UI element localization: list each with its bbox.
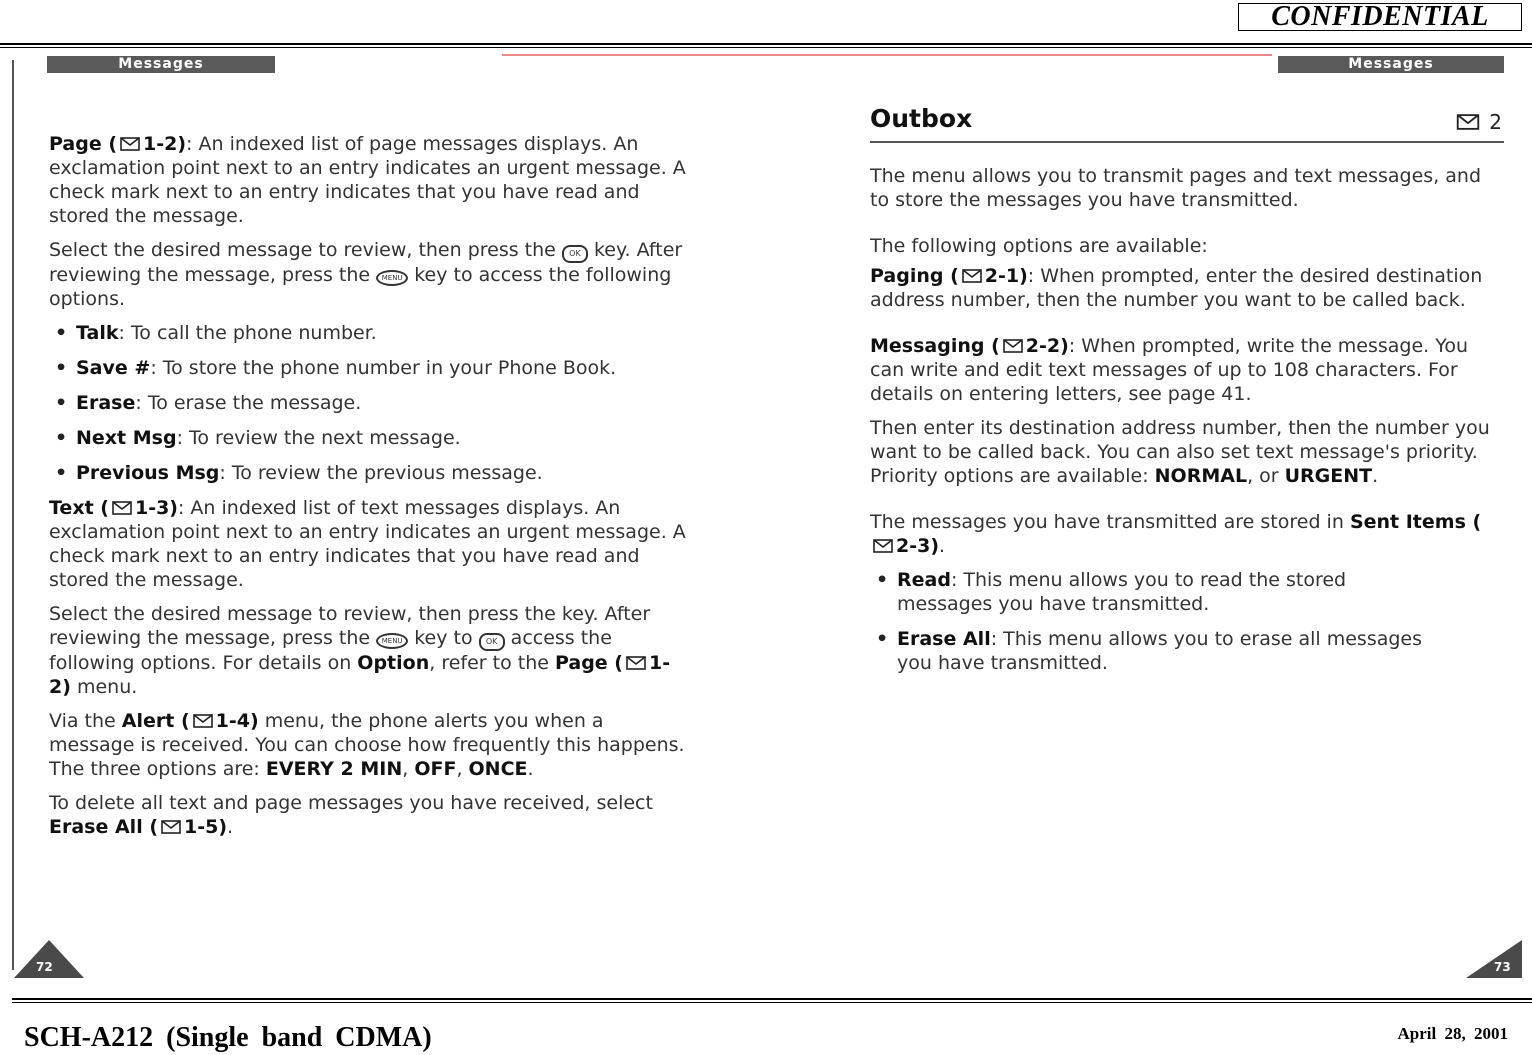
outbox-title: Outbox xyxy=(870,104,973,133)
footer-rule xyxy=(12,998,1532,1000)
ok-key-icon: OK xyxy=(479,633,505,651)
paging-para: Paging ( 2-1): When prompted, enter the desired destination address number, then the number you want to be called back. xyxy=(870,265,1483,311)
menu-key-icon: MENU xyxy=(376,633,408,649)
alert-para: Via the Alert ( 1-4) menu, the phone alerts you when a message is received. You can choose how frequently this happens. The three options are: EVERY 2 MIN, OFF, ONCE. xyxy=(49,710,685,780)
envelope-icon xyxy=(962,269,982,283)
envelope-icon xyxy=(626,656,646,670)
delete-para: To delete all text and page messages you have received, select Erase All ( 1-5). xyxy=(49,792,653,838)
options-intro: The following options are available: xyxy=(870,235,1208,257)
then-para: Then enter its destination address number, then the number you want to be called back. You can also set text message's priority. Priority options are available: NORMAL, or URGENT. xyxy=(870,417,1490,487)
sent-para: The messages you have transmitted are stored in Sent Items ( 2-3). xyxy=(870,511,1482,557)
envelope-icon xyxy=(1003,339,1023,353)
ok-key-icon: OK xyxy=(562,245,588,263)
left-section-tab: Messages xyxy=(47,56,275,73)
top-red-line xyxy=(502,54,1272,56)
left-page-number: 72 xyxy=(36,960,53,974)
header-rule xyxy=(0,43,1532,45)
page-intro-para xyxy=(49,132,689,228)
right-section-tab: Messages xyxy=(1278,56,1504,73)
envelope-icon xyxy=(120,137,140,151)
select-para: Select the desired message to review, then press the OK key. After reviewing the message, press the MENU key to access the following options. xyxy=(49,239,683,310)
select-para-2: Select the desired message to review, then press the key. After reviewing the message, press the MENU key to OK access the following options. For details on Option, refer to the Page ( 1-2) menu. xyxy=(49,603,671,698)
outbox-rule xyxy=(870,141,1504,143)
page-edge-line xyxy=(12,60,14,970)
confidential-label: CONFIDENTIAL xyxy=(1238,3,1522,31)
outbox-intro: The menu allows you to transmit pages and text messages, and to store the messages you have transmitted. xyxy=(870,165,1482,211)
list-item: • Erase All: This menu allows you to erase all messages you have transmitted. xyxy=(870,627,1422,675)
list-item: • Save #: To store the phone number in your Phone Book. xyxy=(49,356,689,380)
right-page-number-badge xyxy=(1466,940,1522,978)
footer-rule-thin xyxy=(12,1002,1532,1003)
options-list xyxy=(49,321,689,485)
envelope-icon xyxy=(161,820,181,834)
left-page-number-badge xyxy=(14,940,84,978)
messaging-para: Messaging ( 2-2): When prompted, write the message. You can write and edit text messages of up to 108 characters. For details on entering letters, see page 41. xyxy=(870,335,1469,405)
envelope-icon xyxy=(193,714,213,728)
text-intro-para: Text ( 1-3): An indexed list of text messages displays. An exclamation point next to an entry indicates an urgent message. A check mark next to an entry indicates that you have read and stored the message. xyxy=(49,497,686,591)
envelope-icon xyxy=(873,539,893,553)
outbox-menu-number: 2 xyxy=(1453,110,1502,134)
right-page-number: 73 xyxy=(1494,960,1511,974)
page-menu-number: 1-2) xyxy=(143,133,187,155)
envelope-icon xyxy=(1456,114,1480,130)
header-rule-thin xyxy=(0,47,1532,48)
list-item: • Talk: To call the phone number. xyxy=(49,321,689,345)
right-page-body xyxy=(870,164,1502,686)
page-intro-text: : An indexed list of page messages displays. An exclamation point next to an entry indicates an urgent message. A check mark next to an entry indicates that you have read and stored the message. xyxy=(49,133,686,227)
list-item: • Erase: To erase the message. xyxy=(49,391,689,415)
page-term: Page ( xyxy=(49,133,118,155)
envelope-icon xyxy=(112,501,132,515)
left-page-body xyxy=(49,132,689,849)
footer-date: April 28, 2001 xyxy=(1397,1024,1508,1043)
list-item: • Previous Msg: To review the previous message. xyxy=(49,461,689,485)
sent-options-list xyxy=(870,568,1502,675)
menu-key-icon: MENU xyxy=(376,270,408,286)
list-item: • Next Msg: To review the next message. xyxy=(49,426,689,450)
footer-model: SCH-A212 (Single band CDMA) xyxy=(24,1022,432,1053)
list-item: • Read: This menu allows you to read the stored messages you have transmitted. xyxy=(870,568,1422,616)
